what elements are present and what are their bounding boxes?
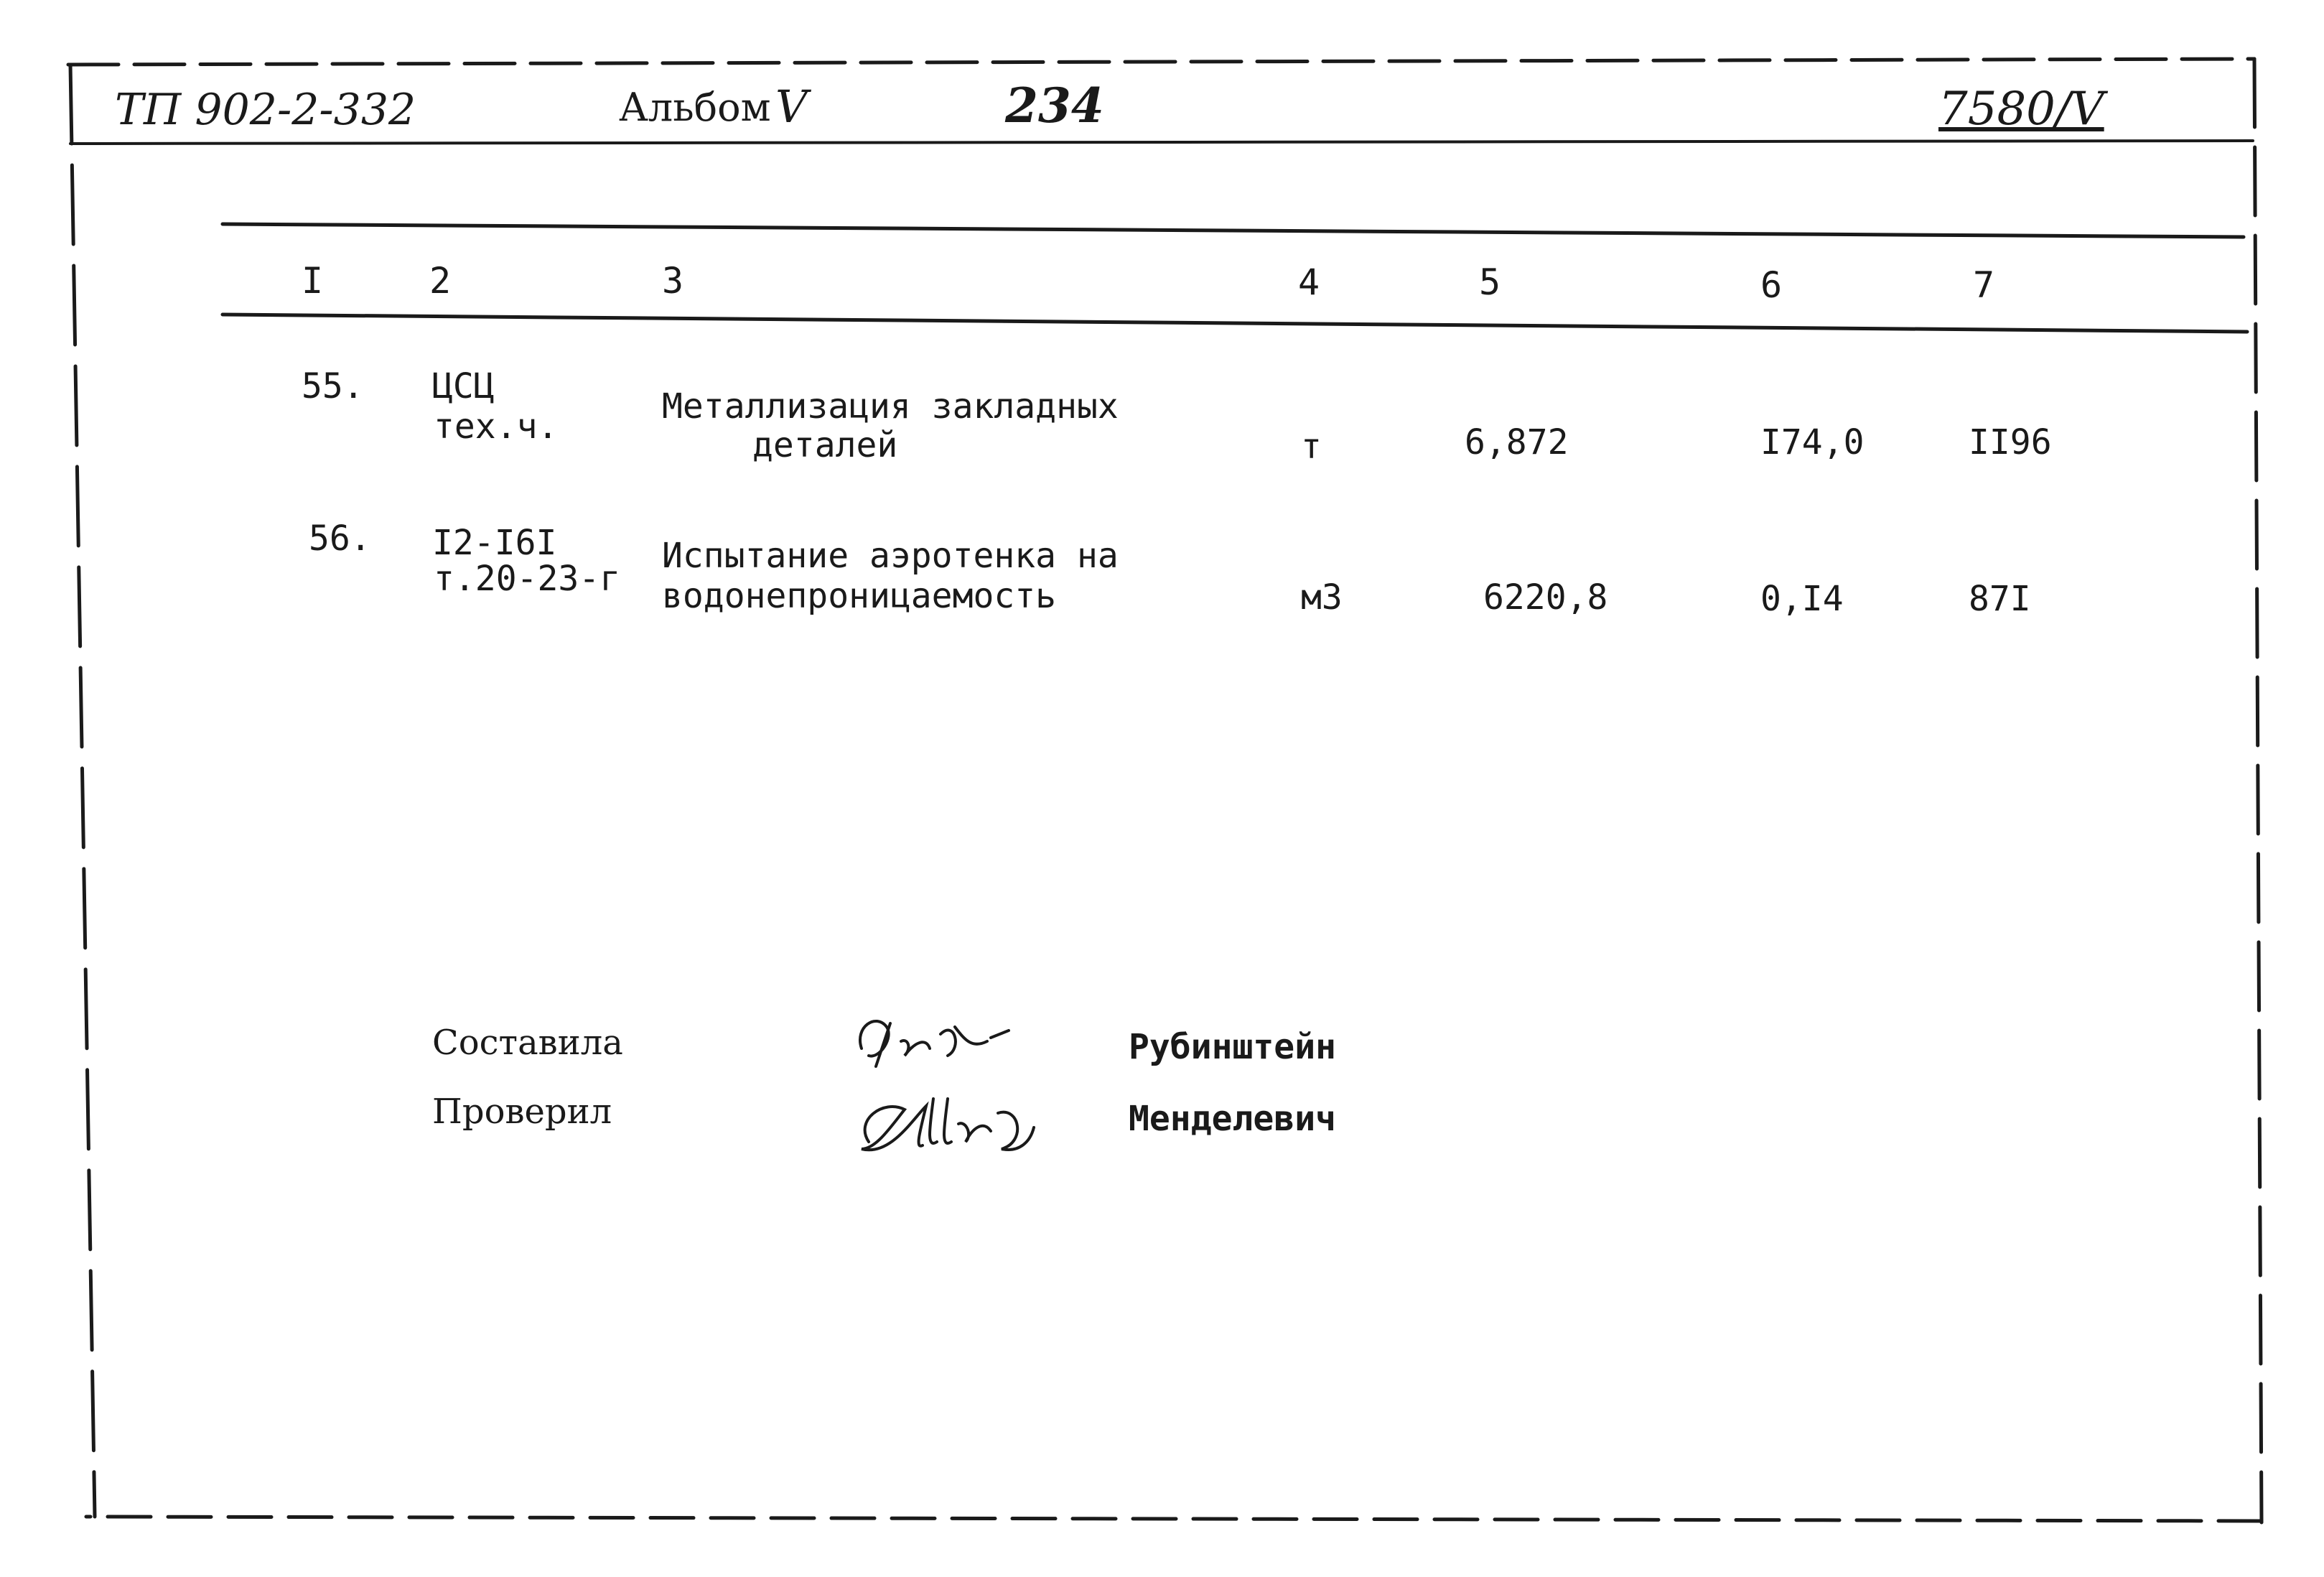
row-unit: м3 bbox=[1301, 577, 1343, 618]
row-desc-line2: деталей bbox=[752, 425, 898, 465]
signature-compiled bbox=[847, 998, 1019, 1084]
col-header-3: 3 bbox=[662, 260, 684, 302]
col-header-5: 5 bbox=[1479, 261, 1501, 303]
row-total: II96 bbox=[1969, 422, 2052, 462]
checked-label: Проверил bbox=[432, 1092, 612, 1132]
row-desc-line1: Испытание аэротенка на bbox=[662, 536, 1119, 576]
compiled-name: Рубинштейн bbox=[1129, 1027, 1336, 1067]
col-header-2: 2 bbox=[429, 260, 452, 302]
album-number: V bbox=[775, 80, 808, 133]
row-price: I74,0 bbox=[1760, 422, 1865, 462]
row-code-line2: т.20-23-г bbox=[434, 559, 621, 599]
page-number: 234 bbox=[1005, 78, 1104, 134]
col-header-6: 6 bbox=[1760, 264, 1783, 306]
row-unit: т bbox=[1301, 427, 1322, 467]
row-total: 87I bbox=[1969, 579, 2031, 619]
row-price: 0,I4 bbox=[1760, 579, 1844, 619]
row-desc-line2: водонепроницаемость bbox=[662, 576, 1057, 616]
row-desc-line1: Металлизация закладных bbox=[662, 386, 1119, 427]
row-number: 55. bbox=[302, 366, 364, 406]
col-header-4: 4 bbox=[1298, 261, 1320, 303]
col-header-7: 7 bbox=[1973, 264, 1995, 306]
row-code-line1: ЦСЦ bbox=[432, 366, 495, 406]
row-quantity: 6220,8 bbox=[1483, 577, 1608, 618]
compiled-label: Составила bbox=[432, 1023, 623, 1063]
row-quantity: 6,872 bbox=[1465, 422, 1569, 462]
checked-name: Менделевич bbox=[1129, 1099, 1336, 1139]
row-number: 56. bbox=[309, 518, 371, 559]
row-code-line2: тех.ч. bbox=[434, 406, 559, 447]
signature-checked bbox=[847, 1077, 1048, 1178]
col-header-1: I bbox=[302, 260, 324, 302]
registry-number: 7580/V bbox=[1938, 83, 2104, 136]
album-label: Альбом bbox=[619, 85, 771, 130]
row-code-line1: I2-I6I bbox=[432, 523, 557, 563]
doc-code: ТП 902-2-332 bbox=[115, 85, 416, 135]
